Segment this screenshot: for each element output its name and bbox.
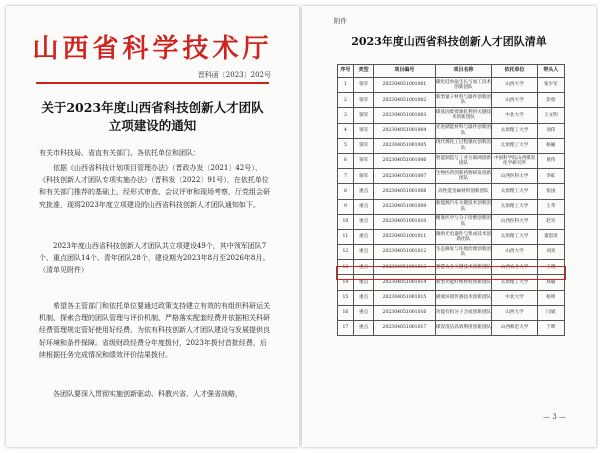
cell-project-name: 煤炭清洁高效利用创新团队 xyxy=(435,321,492,336)
table-row xyxy=(338,305,565,320)
cell-project-name: 智慧农业关键技术创新团队 xyxy=(435,260,492,275)
cell-project-number: 202304051001016 xyxy=(374,305,435,320)
cell-project-number: 202304051001015 xyxy=(374,290,435,305)
cell-leader: 刘伟 xyxy=(537,123,564,138)
cell-project-name: 新型量子材料与器件创新团队 xyxy=(435,93,492,108)
cell-type: 重点 xyxy=(353,321,373,336)
cell-project-number: 202304051001002 xyxy=(374,93,435,108)
cell-index: 17 xyxy=(338,321,354,336)
notice-title-line-2: 立项建设的通知 xyxy=(108,118,197,133)
cell-host-unit: 山西大学 xyxy=(492,305,537,320)
cell-project-name: 现代煤化工过程强化创新团队 xyxy=(435,138,492,153)
cell-project-name: 极端环境传感技术创新团队 xyxy=(435,290,492,305)
cell-leader: 郑敏 xyxy=(537,275,564,290)
red-divider xyxy=(36,82,269,84)
cell-index: 6 xyxy=(338,153,354,168)
table-row xyxy=(338,214,565,229)
cell-leader: 杨明 xyxy=(537,290,564,305)
cell-host-unit: 山西农业大学 xyxy=(492,260,537,275)
table-row xyxy=(338,321,565,336)
cell-type: 领军 xyxy=(353,169,373,184)
cell-project-number: 202304051001009 xyxy=(374,199,435,214)
cell-leader: 王华 xyxy=(537,199,564,214)
cell-project-number: 202304051001012 xyxy=(374,245,435,260)
cell-index: 15 xyxy=(338,290,354,305)
table-row xyxy=(338,290,565,305)
cell-leader: 王文明 xyxy=(537,108,564,123)
table-row xyxy=(338,108,565,123)
cell-project-name: 高性能金属材料创新团队 xyxy=(435,184,492,199)
cell-project-number: 202304051001010 xyxy=(374,214,435,229)
cell-project-name: 新型功能纤维材料创新团队 xyxy=(435,275,492,290)
highlight-box xyxy=(336,266,566,280)
cell-project-number: 202304051001011 xyxy=(374,229,435,244)
cell-index: 13 xyxy=(338,260,354,275)
cell-index: 9 xyxy=(338,199,354,214)
cell-project-name: 微纳光电器件与集成技术创新团队 xyxy=(435,229,492,244)
cell-host-unit: 中北大学 xyxy=(492,108,537,123)
cell-project-number: 202304051001007 xyxy=(374,169,435,184)
cell-leader: 赵军 xyxy=(537,214,564,229)
cell-type: 重点 xyxy=(353,305,373,320)
cell-index: 7 xyxy=(338,169,354,184)
team-list-table xyxy=(337,64,565,336)
cell-project-number: 202304051001013 xyxy=(374,260,435,275)
table-row xyxy=(338,229,565,244)
cell-project-name: 智能制造与工业互联网创新团队 xyxy=(435,153,492,168)
cell-project-number: 202304051001001 xyxy=(374,78,435,93)
table-row xyxy=(338,93,565,108)
cell-project-name: 功能有机分子合成创新团队 xyxy=(435,305,492,320)
table-header-row xyxy=(338,65,565,78)
cell-leader: 李虹 xyxy=(537,169,564,184)
cell-host-unit: 山西医科大学 xyxy=(492,214,537,229)
cell-leader: 彭放 xyxy=(537,93,564,108)
page-number: — 3 — xyxy=(543,413,566,421)
cell-host-unit: 太原理工大学 xyxy=(492,199,537,214)
cell-type: 重点 xyxy=(353,275,373,290)
cell-host-unit: 中北大学 xyxy=(492,290,537,305)
cell-leader: 董恩清 xyxy=(537,229,564,244)
table-row xyxy=(338,245,565,260)
cell-index: 8 xyxy=(338,184,354,199)
cell-project-name: 精准医学与分子诊断创新团队 xyxy=(435,214,492,229)
paragraph-2: 2023年度山西省科技创新人才团队共立项建设49个，其中领军团队7个、重点团队14个、青年团队28个，建设期为2023年8月至2026年8月。（清单见附件） xyxy=(39,242,270,275)
paragraph-3: 希望各主管部门和依托单位要通过政策支持建立有效的有组织科研运关机制，探索合理的团队管理与评价机制，严格落实配套经费并依据相关科研经费管理规定管好使用好经费。为依有科技创新人才团队建设与发展提供良好环境和条件保障。省级财政经费分年度拨付，2023年拨付首批经费，后续根据任务完成情况和绩效评价结果拨付。 xyxy=(39,302,270,359)
header-type: 类型 xyxy=(353,65,373,78)
cell-index: 12 xyxy=(338,245,354,260)
cell-project-number: 202304051001006 xyxy=(374,153,435,168)
cell-type: 领军 xyxy=(353,93,373,108)
attachment-page xyxy=(302,6,596,447)
cell-index: 4 xyxy=(338,123,354,138)
cell-leader: 刘亮 xyxy=(537,245,564,260)
table-row xyxy=(338,199,565,214)
cell-project-name: 生态修复与环境治理创新团队 xyxy=(435,245,492,260)
cell-host-unit: 太原理工大学 xyxy=(492,138,537,153)
cell-host-unit: 山西医科大学 xyxy=(492,169,537,184)
header-project-name: 项目名称 xyxy=(435,65,492,78)
recipients: 有关市科技局、省直有关部门、各依托单位和团队： xyxy=(39,149,200,157)
cell-type: 领军 xyxy=(353,78,373,93)
cell-index: 16 xyxy=(338,305,354,320)
cell-index: 5 xyxy=(338,138,354,153)
cell-host-unit: 山西大学 xyxy=(492,93,537,108)
cell-host-unit: 山西大学 xyxy=(492,245,537,260)
red-header: 山西省科学技术厅 xyxy=(32,34,273,64)
cell-type: 领军 xyxy=(353,108,373,123)
cell-type: 领军 xyxy=(353,123,373,138)
table-row xyxy=(338,78,565,93)
table-row xyxy=(338,123,565,138)
cell-host-unit: 中国科学院山西煤炭化学研究所 xyxy=(492,153,537,168)
cell-project-number: 202304051001003 xyxy=(374,108,435,123)
cell-project-number: 202304051001005 xyxy=(374,138,435,153)
cell-leader: 张少军 xyxy=(537,78,564,93)
notice-page xyxy=(6,6,299,447)
cell-host-unit: 山西大学 xyxy=(492,78,537,93)
cell-host-unit: 太原理工大学 xyxy=(492,184,537,199)
cell-type: 重点 xyxy=(353,214,373,229)
cell-leader: 于晔 xyxy=(537,321,564,336)
cell-project-name: 先进储能材料与器件创新团队 xyxy=(435,123,492,138)
cell-project-name: 生物医药创新药物研发创新团队 xyxy=(435,169,492,184)
cell-type: 领军 xyxy=(353,138,373,153)
cell-host-unit: 太原理工大学 xyxy=(492,275,537,290)
paragraph-1: 依据《山西省科技计划项目管理办法》（晋政办发〔2021〕42号）、《科技创新人才团队专项实施办法》（晋科发〔2022〕91号），在依托单位和有关部门推荐的基础上，经形式审查、会议评审和现场考察，厅党组会研究批准，现将2023年度立项建设的山西省科技创新人才团队通知如下。 xyxy=(39,164,270,209)
cell-type: 重点 xyxy=(353,290,373,305)
table-row xyxy=(338,169,565,184)
table-row xyxy=(338,153,565,168)
cell-leader: 黄伟 xyxy=(537,153,564,168)
header-leader: 带头人 xyxy=(537,65,564,78)
header-project-number: 项目编号 xyxy=(374,65,435,78)
cell-project-name: 新能源汽车关键技术创新团队 xyxy=(435,199,492,214)
table-title: 2023年度山西省科技创新人才团队清单 xyxy=(351,35,547,48)
cell-leader: 闫斌 xyxy=(537,305,564,320)
attachment-label: 附件 xyxy=(334,17,347,25)
table-row xyxy=(338,138,565,153)
cell-project-number: 202304051001004 xyxy=(374,123,435,138)
cell-type: 重点 xyxy=(353,184,373,199)
notice-title-line-1: 关于2023年度山西省科技创新人才团队 xyxy=(41,100,264,115)
cell-leader: 王晓 xyxy=(537,260,564,275)
cell-leader: 张国 xyxy=(537,184,564,199)
cell-type: 重点 xyxy=(353,199,373,214)
cell-type: 重点 xyxy=(353,229,373,244)
document-number: 晋科函〔2023〕202号 xyxy=(197,71,271,79)
cell-index: 14 xyxy=(338,275,354,290)
cell-index: 3 xyxy=(338,108,354,123)
cell-project-name: 碳化硅单晶生长与加工技术创新团队 xyxy=(435,78,492,93)
cell-leader: 杨颖 xyxy=(537,138,564,153)
paragraph-4: 各团队要深入贯彻实施创新驱动、科教兴省、人才强省战略， xyxy=(53,390,242,398)
cell-index: 11 xyxy=(338,229,354,244)
header-index: 序号 xyxy=(338,65,354,78)
table-row xyxy=(338,184,565,199)
cell-project-number: 202304051001017 xyxy=(374,321,435,336)
cell-project-number: 202304051001008 xyxy=(374,184,435,199)
cell-type: 重点 xyxy=(353,245,373,260)
cell-index: 10 xyxy=(338,214,354,229)
cell-index: 2 xyxy=(338,93,354,108)
cell-type: 重点 xyxy=(353,260,373,275)
cell-index: 1 xyxy=(338,78,354,93)
cell-host-unit: 太原理工大学 xyxy=(492,229,537,244)
cell-host-unit: 太原理工大学 xyxy=(492,123,537,138)
cell-type: 领军 xyxy=(353,153,373,168)
cell-host-unit: 山西师范大学 xyxy=(492,321,537,336)
header-host-unit: 依托单位 xyxy=(492,65,537,78)
cell-project-name: 煤基固废资源化利用关键技术创新团队 xyxy=(435,108,492,123)
cell-project-number: 202304051001014 xyxy=(374,275,435,290)
